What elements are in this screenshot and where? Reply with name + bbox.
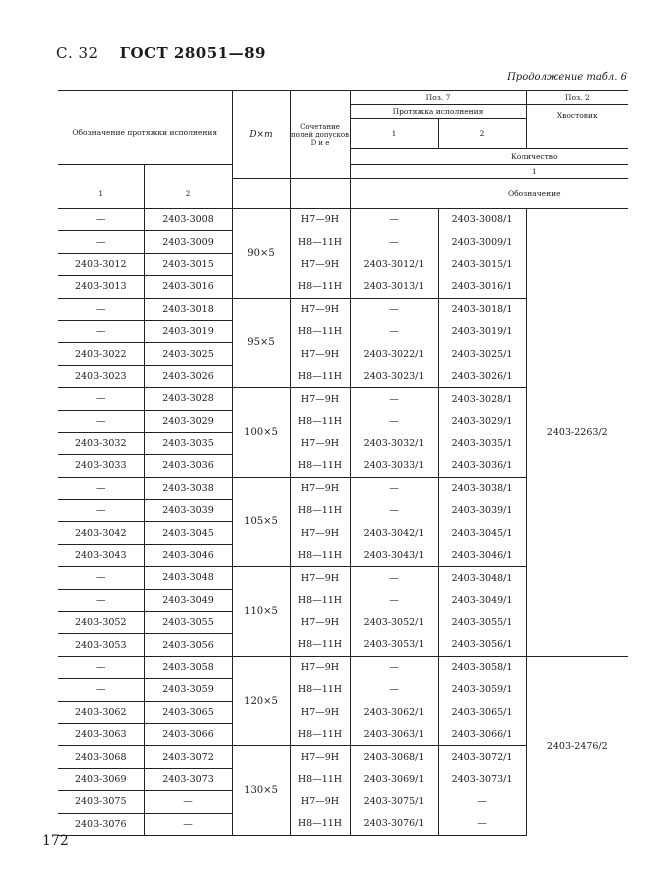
cell-c1: —: [58, 231, 144, 253]
cell-p1: 2403-3012/1: [350, 253, 438, 275]
cell-c1: 2403-3012: [58, 253, 144, 275]
cell-c2: 2403-3028: [144, 388, 232, 410]
cell-c2: 2403-3048: [144, 567, 232, 589]
cell-p2: 2403-3026/1: [438, 365, 526, 387]
cell-c1: 2403-3076: [58, 813, 144, 835]
cell-c1: —: [58, 679, 144, 701]
cell-p2: 2403-3072/1: [438, 746, 526, 768]
cell-c1: 2403-3075: [58, 791, 144, 813]
cell-c2: 2403-3039: [144, 500, 232, 522]
cell-p1: —: [350, 388, 438, 410]
cell-p2: 2403-3055/1: [438, 612, 526, 634]
cell-c1: —: [58, 320, 144, 342]
cell-c2: 2403-3015: [144, 253, 232, 275]
cell-tol: H8—11H: [290, 634, 350, 656]
cell-p1: 2403-3033/1: [350, 455, 438, 477]
cell-p1: —: [350, 679, 438, 701]
cell-tol: H7—9H: [290, 298, 350, 320]
cell-tol: H8—11H: [290, 813, 350, 835]
cell-tol: H8—11H: [290, 679, 350, 701]
cell-c1: 2403-3033: [58, 455, 144, 477]
designation-header: Обозначение: [350, 179, 628, 209]
cell-c1: 2403-3032: [58, 432, 144, 454]
cell-c1: 2403-3063: [58, 723, 144, 745]
table-body: [58, 209, 628, 836]
cell-tol: H7—9H: [290, 746, 350, 768]
cell-dim: 110×5: [232, 567, 290, 657]
cell-tol: H7—9H: [290, 343, 350, 365]
cell-tol: H8—11H: [290, 589, 350, 611]
cell-c1: 2403-3013: [58, 276, 144, 298]
cell-dim: 105×5: [232, 477, 290, 567]
cell-c1: 2403-3042: [58, 522, 144, 544]
pos7-subheader: Протяжка исполнения: [350, 105, 526, 119]
cell-c1: —: [58, 209, 144, 231]
cell-p1: —: [350, 320, 438, 342]
pos2-subheader: Хвостовик: [526, 105, 628, 149]
cell-p1: 2403-3069/1: [350, 768, 438, 790]
cell-p2: 2403-3016/1: [438, 276, 526, 298]
cell-tol: H7—9H: [290, 522, 350, 544]
col2-number: 2: [144, 179, 232, 209]
cell-p1: 2403-3075/1: [350, 791, 438, 813]
cell-c1: 2403-3062: [58, 701, 144, 723]
cell-c2: 2403-3026: [144, 365, 232, 387]
cell-c2: 2403-3066: [144, 723, 232, 745]
cell-c2: 2403-3058: [144, 656, 232, 678]
cell-p1: —: [350, 589, 438, 611]
cell-tol: H7—9H: [290, 432, 350, 454]
designation-group-header: Обозначение протяжки исполнения: [58, 91, 232, 165]
cell-p2: —: [438, 813, 526, 835]
cell-p2: 2403-3058/1: [438, 656, 526, 678]
pos7-col1-header: 1: [350, 119, 438, 149]
dxm-header: D×m: [232, 91, 290, 179]
cell-c2: 2403-3019: [144, 320, 232, 342]
cell-c2: —: [144, 791, 232, 813]
col1-number: 1: [58, 179, 144, 209]
quantity-header: Количество: [350, 149, 628, 165]
cell-p2: 2403-3038/1: [438, 477, 526, 499]
cell-tol: H7—9H: [290, 253, 350, 275]
cell-c1: 2403-3069: [58, 768, 144, 790]
cell-p2: 2403-3073/1: [438, 768, 526, 790]
cell-c1: —: [58, 388, 144, 410]
cell-c1: 2403-3052: [58, 612, 144, 634]
cell-dim: 90×5: [232, 209, 290, 299]
cell-p2: 2403-3049/1: [438, 589, 526, 611]
cell-p1: 2403-3022/1: [350, 343, 438, 365]
cell-p1: —: [350, 209, 438, 231]
cell-c1: —: [58, 298, 144, 320]
cell-c2: 2403-3016: [144, 276, 232, 298]
pos7-col2-header: 2: [438, 119, 526, 149]
cell-tol: H7—9H: [290, 656, 350, 678]
cell-dim: 120×5: [232, 656, 290, 746]
cell-shank: 2403-2263/2: [526, 209, 628, 657]
cell-tol: H7—9H: [290, 388, 350, 410]
cell-c2: 2403-3046: [144, 544, 232, 566]
cell-dim: 130×5: [232, 746, 290, 836]
cell-c1: 2403-3068: [58, 746, 144, 768]
cell-p1: —: [350, 477, 438, 499]
cell-c1: —: [58, 567, 144, 589]
dxm-number-spacer: [232, 179, 290, 209]
cell-c2: 2403-3035: [144, 432, 232, 454]
cell-p2: 2403-3029/1: [438, 410, 526, 432]
cell-tol: H8—11H: [290, 320, 350, 342]
page-number: 172: [42, 833, 69, 849]
cell-c2: 2403-3029: [144, 410, 232, 432]
cell-p1: —: [350, 231, 438, 253]
cell-tol: H7—9H: [290, 612, 350, 634]
cell-c2: 2403-3059: [144, 679, 232, 701]
cell-c2: 2403-3072: [144, 746, 232, 768]
cell-p2: 2403-3035/1: [438, 432, 526, 454]
cell-p1: 2403-3062/1: [350, 701, 438, 723]
cell-tol: H7—9H: [290, 567, 350, 589]
cell-c1: —: [58, 410, 144, 432]
cell-tol: H8—11H: [290, 231, 350, 253]
cell-p2: 2403-3036/1: [438, 455, 526, 477]
col1-number-spacer: [58, 165, 144, 179]
cell-p2: 2403-3009/1: [438, 231, 526, 253]
cell-tol: H8—11H: [290, 276, 350, 298]
cell-dim: 95×5: [232, 298, 290, 388]
cell-shank: 2403-2476/2: [546, 740, 608, 752]
cell-c1: —: [58, 500, 144, 522]
cell-c2: 2403-3036: [144, 455, 232, 477]
cell-p1: —: [350, 410, 438, 432]
cell-p2: 2403-3066/1: [438, 723, 526, 745]
cell-p1: 2403-3068/1: [350, 746, 438, 768]
page-header: [56, 44, 266, 62]
cell-p2: 2403-3008/1: [438, 209, 526, 231]
cell-c1: 2403-3053: [58, 634, 144, 656]
cell-p1: 2403-3032/1: [350, 432, 438, 454]
cell-p2: 2403-3056/1: [438, 634, 526, 656]
cell-c1: —: [58, 477, 144, 499]
cell-p1: —: [350, 567, 438, 589]
cell-p1: —: [350, 298, 438, 320]
cell-c2: —: [144, 813, 232, 835]
cell-c2: 2403-3073: [144, 768, 232, 790]
cell-tol: H8—11H: [290, 723, 350, 745]
cell-p2: 2403-3046/1: [438, 544, 526, 566]
table-row: [58, 209, 628, 231]
cell-c2: 2403-3065: [144, 701, 232, 723]
spec-table: [58, 90, 628, 836]
cell-tol: H8—11H: [290, 544, 350, 566]
cell-p1: —: [350, 500, 438, 522]
cell-tol: H8—11H: [290, 500, 350, 522]
col2-number-spacer: [144, 165, 232, 179]
cell-c2: 2403-3038: [144, 477, 232, 499]
cell-p2: 2403-3045/1: [438, 522, 526, 544]
header-page-prefix: С. 32: [56, 44, 99, 62]
cell-p2: 2403-3028/1: [438, 388, 526, 410]
cell-p2: 2403-3039/1: [438, 500, 526, 522]
continuation-label: Продолжение табл. 6: [507, 72, 627, 83]
cell-c2: 2403-3056: [144, 634, 232, 656]
table-row: [58, 656, 628, 678]
cell-p1: 2403-3053/1: [350, 634, 438, 656]
cell-c2: 2403-3049: [144, 589, 232, 611]
cell-p1: 2403-3076/1: [350, 813, 438, 835]
cell-p1: 2403-3013/1: [350, 276, 438, 298]
cell-p1: —: [350, 656, 438, 678]
cell-tol: H8—11H: [290, 365, 350, 387]
cell-p2: 2403-3065/1: [438, 701, 526, 723]
header-standard: ГОСТ 28051—89: [119, 44, 266, 62]
pos7-header: Поз. 7: [350, 91, 526, 105]
cell-p1: 2403-3063/1: [350, 723, 438, 745]
cell-p2: 2403-3015/1: [438, 253, 526, 275]
tol-number-spacer: [290, 179, 350, 209]
cell-dim: 100×5: [232, 388, 290, 478]
cell-p1: 2403-3042/1: [350, 522, 438, 544]
qty-mark-a: 1: [350, 165, 628, 179]
cell-p2: 2403-3019/1: [438, 320, 526, 342]
cell-c1: 2403-3022: [58, 343, 144, 365]
cell-p2: 2403-3059/1: [438, 679, 526, 701]
cell-c2: 2403-3025: [144, 343, 232, 365]
cell-p1: 2403-3052/1: [350, 612, 438, 634]
cell-tol: H8—11H: [290, 410, 350, 432]
cell-p1: 2403-3023/1: [350, 365, 438, 387]
cell-c1: 2403-3023: [58, 365, 144, 387]
cell-p2: 2403-3025/1: [438, 343, 526, 365]
cell-tol: H7—9H: [290, 791, 350, 813]
cell-p2: —: [438, 791, 526, 813]
cell-p2: 2403-3048/1: [438, 567, 526, 589]
cell-tol: H7—9H: [290, 209, 350, 231]
cell-c2: 2403-3045: [144, 522, 232, 544]
tolerance-header: Сочетание полей допусков D и e: [290, 91, 350, 179]
cell-tol: H8—11H: [290, 455, 350, 477]
cell-c2: 2403-3055: [144, 612, 232, 634]
cell-c2: 2403-3008: [144, 209, 232, 231]
cell-p2: 2403-3018/1: [438, 298, 526, 320]
cell-c1: 2403-3043: [58, 544, 144, 566]
cell-c1: —: [58, 589, 144, 611]
cell-tol: H7—9H: [290, 477, 350, 499]
cell-tol: H8—11H: [290, 768, 350, 790]
cell-tol: H7—9H: [290, 701, 350, 723]
cell-c1: —: [58, 656, 144, 678]
cell-p1: 2403-3043/1: [350, 544, 438, 566]
cell-c2: 2403-3009: [144, 231, 232, 253]
pos2-header: Поз. 2: [526, 91, 628, 105]
cell-c2: 2403-3018: [144, 298, 232, 320]
